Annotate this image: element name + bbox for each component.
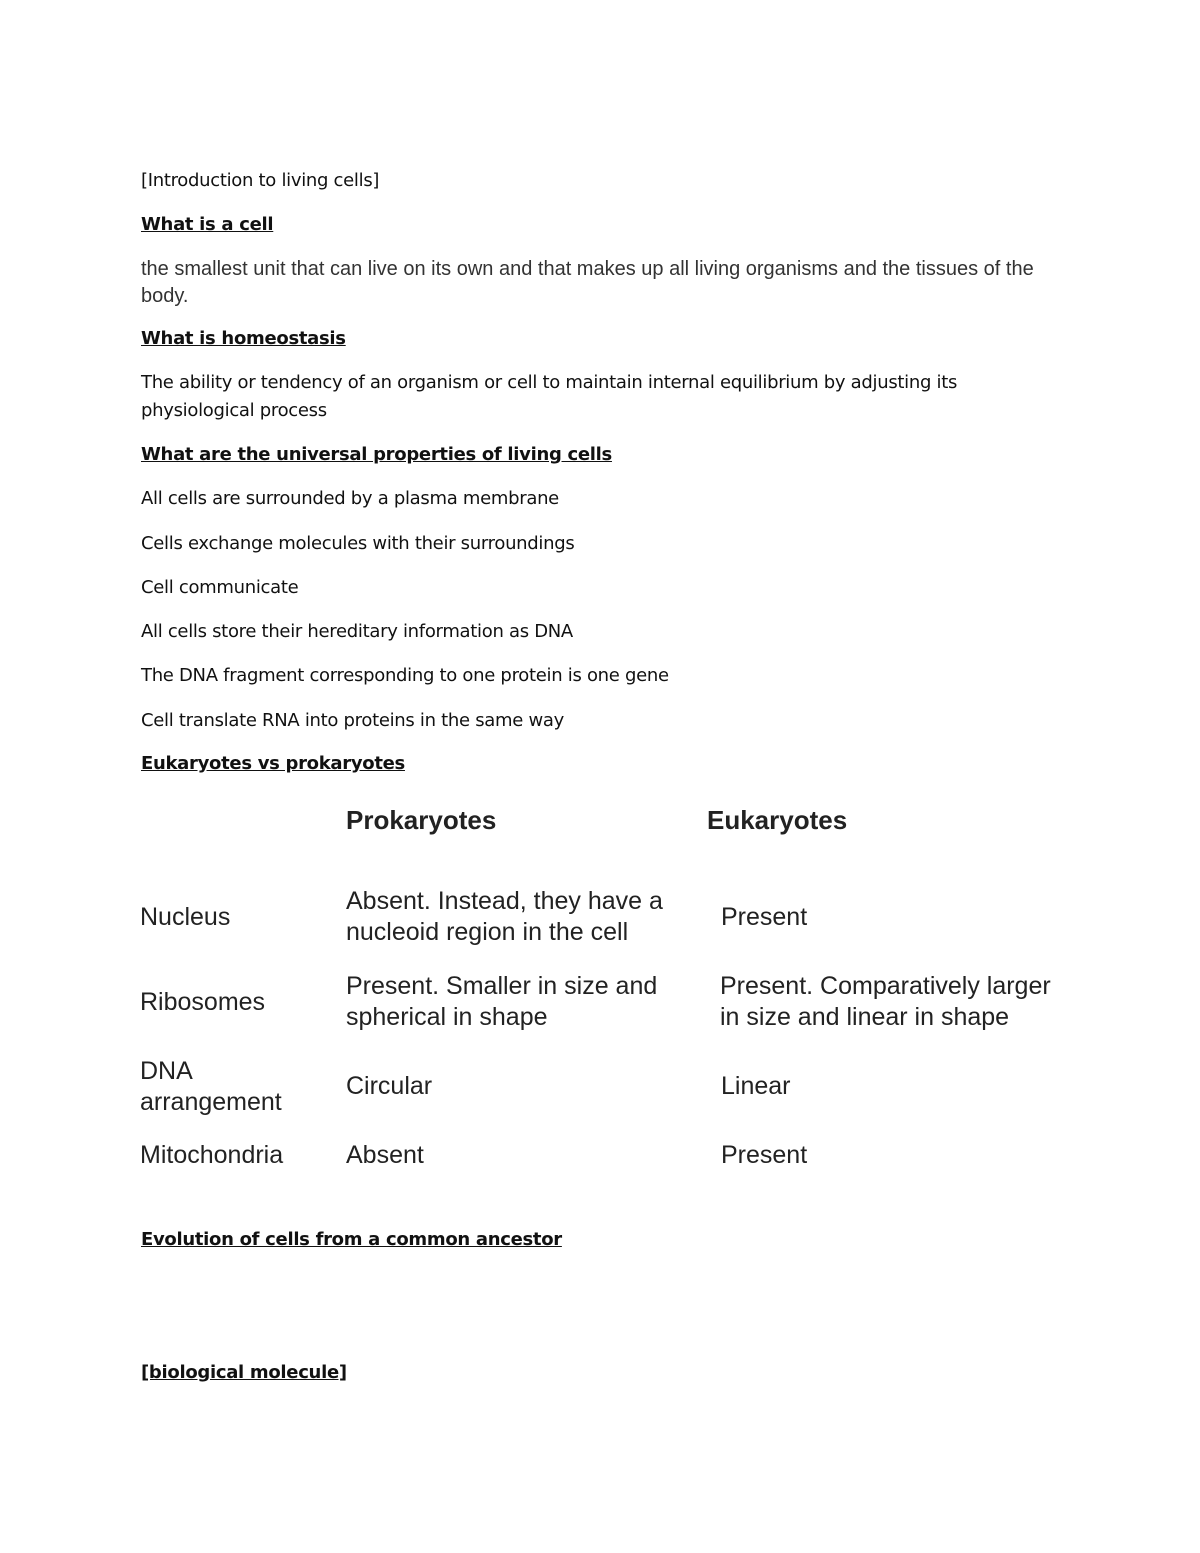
table-cell: Present. Comparatively larger	[720, 972, 1051, 1000]
row-label-nucleus: Nucleus	[140, 903, 231, 931]
property-item: Cell communicate	[141, 577, 299, 598]
table-cell: in size and linear in shape	[720, 1003, 1010, 1031]
row-label-dna-arrangement: arrangement	[140, 1088, 282, 1116]
table-cell: Linear	[721, 1072, 791, 1100]
property-item: Cell translate RNA into proteins in the same way	[141, 710, 564, 731]
table-header-eukaryotes: Eukaryotes	[707, 805, 848, 835]
question-heading: Eukaryotes vs prokaryotes	[141, 753, 405, 774]
table-cell: Present	[721, 1141, 808, 1169]
property-item: Cells exchange molecules with their surroundings	[141, 533, 575, 554]
answer-text: the smallest unit that can live on its own and that makes up all living organisms and the tissues of the body.	[141, 258, 1034, 307]
table-cell: nucleoid region in the cell	[346, 918, 629, 946]
section-title: [Introduction to living cells]	[141, 170, 380, 191]
row-label-ribosomes: Ribosomes	[140, 988, 266, 1016]
table-cell: Absent	[346, 1141, 424, 1169]
answer-line: The ability or tendency of an organism or cell to maintain internal equilibrium by adjusting its	[141, 372, 958, 393]
answer-line: physiological process	[141, 400, 327, 421]
table-cell: Absent. Instead, they have a	[346, 887, 663, 915]
property-item: All cells are surrounded by a plasma membrane	[141, 488, 559, 509]
table-cell: Circular	[346, 1072, 433, 1100]
property-item: All cells store their hereditary information as DNA	[141, 621, 573, 642]
row-label-mitochondria: Mitochondria	[140, 1141, 284, 1169]
table-cell: spherical in shape	[346, 1003, 548, 1031]
table-cell: Present	[721, 903, 808, 931]
question-heading: Evolution of cells from a common ancestor	[141, 1229, 562, 1250]
property-item: The DNA fragment corresponding to one protein is one gene	[141, 665, 669, 686]
question-heading: What is homeostasis	[141, 328, 346, 349]
row-label-dna-arrangement: DNA	[140, 1057, 193, 1085]
question-heading: What are the universal properties of living cells	[141, 444, 612, 465]
section-title: [biological molecule]	[141, 1362, 347, 1383]
table-cell: Present. Smaller in size and	[346, 972, 658, 1000]
table-header-prokaryotes: Prokaryotes	[346, 805, 497, 835]
question-heading: What is a cell	[141, 214, 274, 235]
